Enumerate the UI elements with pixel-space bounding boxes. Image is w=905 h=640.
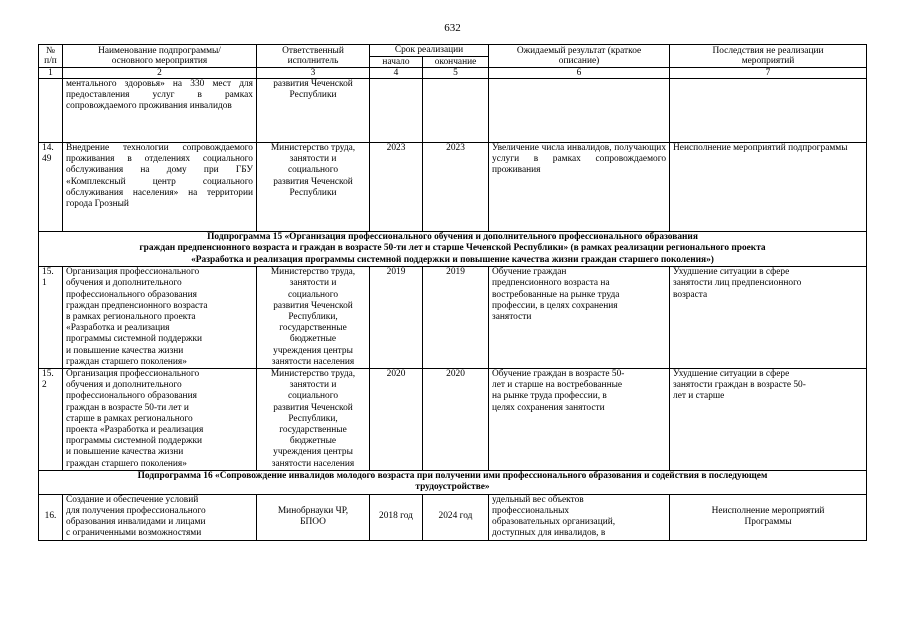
cell-name: Организация профессионального обучения и дополнительного профессионального образования граждан предпенсионного возраста в рамках регионального проекта «Разработка и реализация программы системной поддержки и повышение качества жизни граждан старшего поколения» <box>63 267 257 369</box>
cell-start: 2020 <box>370 369 423 471</box>
program-table <box>38 44 867 541</box>
header-end: окончание <box>423 56 489 68</box>
cell-executor: развития Чеченской Республики <box>257 79 370 143</box>
header-result: Ожидаемый результат (краткое описание) <box>489 45 670 68</box>
cell-start <box>370 79 423 143</box>
cell-executor: Министерство труда, занятости и социального развития Чеченской Республики, государственные бюджетные учреждения центры занятости населения <box>257 369 370 471</box>
cell-name: Создание и обеспечение условий для получения профессионального образования инвалидами и лицами с ограниченными возможностями <box>63 494 257 540</box>
cell-end: 2024 год <box>423 494 489 540</box>
header-executor: Ответственный исполнитель <box>257 45 370 68</box>
cell-end: 2023 <box>423 143 489 232</box>
cell-result: Увеличение числа инвалидов, получающих услуги в рамках сопровождаемого проживания <box>489 143 670 232</box>
cell-result: Обучение граждан в возрасте 50- лет и старше на востребованные на рынке труда профессии, в целях сохранения занятости <box>489 369 670 471</box>
column-number: 2 <box>63 68 257 79</box>
cell-consequences: Неисполнение мероприятий Программы <box>670 494 867 540</box>
cell-end: 2020 <box>423 369 489 471</box>
subprogram-15-heading: Подпрограмма 15 «Организация профессионального обучения и дополнительного профессионального образования граждан предпенсионного возраста и граждан в возрасте 50-ти лет и старше Чеченской Республики» (в рамках реализации регионального проекта «Разработка и реализация программы системной поддержки и повышение качества жизни граждан старшего поколения») <box>39 232 867 267</box>
subprogram-heading-row <box>39 232 867 267</box>
column-number: 6 <box>489 68 670 79</box>
cell-start: 2019 <box>370 267 423 369</box>
cell-no: 15. 1 <box>39 267 63 369</box>
table-row <box>39 79 867 143</box>
cell-executor: Минобрнауки ЧР, БПОО <box>257 494 370 540</box>
cell-result: Обучение граждан предпенсионного возраста на востребованные на рынке труда профессии, в целях сохранения занятости <box>489 267 670 369</box>
cell-executor: Министерство труда, занятости и социального развития Чеченской Республики <box>257 143 370 232</box>
subprogram-heading-row <box>39 470 867 494</box>
table-row <box>39 369 867 471</box>
cell-start: 2023 <box>370 143 423 232</box>
column-number: 4 <box>370 68 423 79</box>
column-number-row <box>39 68 867 79</box>
column-number: 3 <box>257 68 370 79</box>
header-row <box>39 45 867 57</box>
cell-consequences: Ухудшение ситуации в сфере занятости лиц предпенсионного возраста <box>670 267 867 369</box>
cell-no <box>39 79 63 143</box>
cell-no: 14. 49 <box>39 143 63 232</box>
header-start: начало <box>370 56 423 68</box>
cell-end: 2019 <box>423 267 489 369</box>
cell-end <box>423 79 489 143</box>
header-period: Срок реализации <box>370 45 489 57</box>
column-number: 7 <box>670 68 867 79</box>
header-name: Наименование подпрограммы/ основного мероприятия <box>63 45 257 68</box>
column-number: 1 <box>39 68 63 79</box>
cell-name: Организация профессионального обучения и дополнительного профессионального образования граждан в возрасте 50-ти лет и старше в рамках регионального проекта «Разработка и реализация программы системной поддержки и повышение качества жизни граждан старшего поколения» <box>63 369 257 471</box>
table-row <box>39 494 867 540</box>
column-number: 5 <box>423 68 489 79</box>
header-consequences: Последствия не реализации мероприятий <box>670 45 867 68</box>
page-number: 632 <box>444 22 461 34</box>
table-row <box>39 267 867 369</box>
cell-no: 16. <box>39 494 63 540</box>
cell-name: ментального здоровья» на 330 мест для предоставления услуг в рамках сопровождаемого проживания инвалидов <box>63 79 257 143</box>
cell-name: Внедрение технологии сопровождаемого проживания в отделениях социального обслуживания на дому при ГБУ «Комплексный центр социального обслуживания населения» на территории города Грозный <box>63 143 257 232</box>
cell-consequences <box>670 79 867 143</box>
cell-result <box>489 79 670 143</box>
cell-executor: Министерство труда, занятости и социального развития Чеченской Республики, государственные бюджетные учреждения центры занятости населения <box>257 267 370 369</box>
subprogram-16-heading: Подпрограмма 16 «Сопровождение инвалидов молодого возраста при получении ими профессионального образования и содействия в последующем трудоустройстве» <box>39 470 867 494</box>
table-row <box>39 143 867 232</box>
cell-start: 2018 год <box>370 494 423 540</box>
cell-no: 15. 2 <box>39 369 63 471</box>
cell-result: удельный вес объектов профессиональных образовательных организаций, доступных для инвалидов, в <box>489 494 670 540</box>
header-no: № п/п <box>39 45 63 68</box>
cell-consequences: Ухудшение ситуации в сфере занятости граждан в возрасте 50- лет и старше <box>670 369 867 471</box>
cell-consequences: Неисполнение мероприятий подпрограммы <box>670 143 867 232</box>
